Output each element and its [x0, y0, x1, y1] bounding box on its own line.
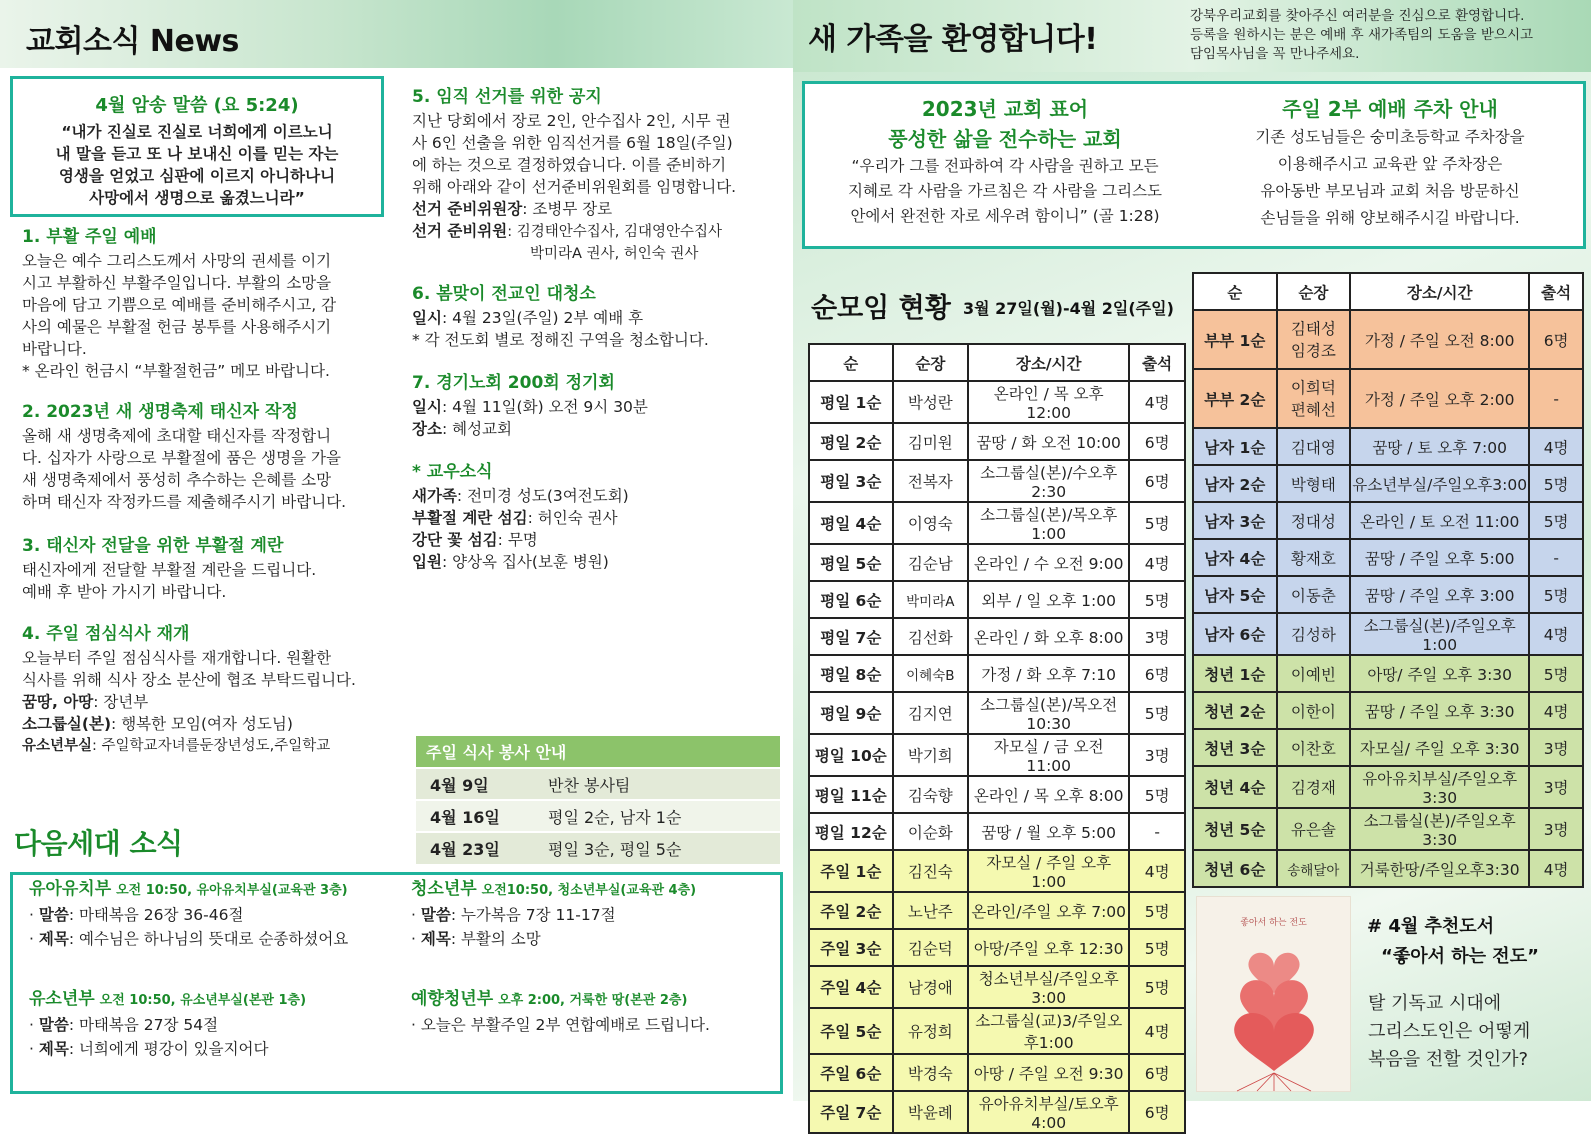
nextgen-group-kinder: 유아유치부 오전 10:50, 유아유치부실(교육관 3층) · 말씀: 마태복음 26장 36-46절 · 제목: 예수님은 하나님의 뜻대로 순종하셨어요: [29, 879, 349, 948]
table-row: 평일 11순 김숙향 온라인 / 목 오후 8:00 5명: [809, 776, 1185, 813]
table-row: 평일 7순 김선화 온라인 / 화 오후 8:00 3명: [809, 618, 1185, 655]
table-row: 청년 1순 이예빈 아땅/ 주일 오후 3:30 5명: [1193, 655, 1583, 692]
table-row: 주일 7순 박윤례 유아유치부실/토오후4:00 6명: [809, 1091, 1185, 1133]
church-motto: 2023년 교회 표어 풍성한 삶을 전수하는 교회 “우리가 그를 전파하여 각 사람을 권하고 모든 지혜로 각 사람을 가르침은 각 사람을 그리스도 안에서 완전한 자로 세우려 함이니” (골 1:28): [847, 97, 1163, 225]
table-row: 평일 1순 박성란 온라인 / 목 오후 12:00 4명: [809, 381, 1185, 423]
memory-verse-box: [10, 76, 384, 217]
table-row: 주일 6순 박경숙 아땅 / 주일 오전 9:30 6명: [809, 1054, 1185, 1091]
table-row: 주일 1순 김진숙 자모실 / 주일 오후 1:00 4명: [809, 850, 1185, 892]
news-section-7: 7. 경기노회 200회 정기회 일시: 4월 11일(화) 오전 9시 30분 장소: 혜성교회: [412, 373, 648, 438]
table-row: 평일 10순 박기희 자모실 / 금 오전 11:00 3명: [809, 734, 1185, 776]
meal-service-table: [416, 736, 780, 864]
parking-info: 주일 2부 예배 주차 안내 기존 성도님들은 숭미초등학교 주차장을 이용해주시고 교육관 앞 주차장은 유아동반 부모님과 교회 처음 방문하신 손님들을 위해 양보해주시길 바랍니다.: [1255, 97, 1525, 227]
table-row: 평일 9순 김지연 소그룹실(본)/목오전10:30 5명: [809, 692, 1185, 734]
table-row: 평일 8순 이혜숙B 가정 / 화 오후 7:10 6명: [809, 655, 1185, 692]
memory-verse-text: “내가 진실로 진실로 너희에게 이르노니 내 말을 듣고 또 나 보내신 이를 믿는 자는 영생을 얻었고 심판에 이르지 아니하나니 사망에서 생명으로 옮겼느니라”: [55, 123, 339, 207]
table-row: 남자 6순 김성하 소그룹실(본)/주일오후1:00 4명: [1193, 613, 1583, 655]
nextgen-group-children: 유소년부 오전 10:50, 유소년부실(본관 1층) · 말씀: 마태복음 27장 54절 · 제목: 너희에게 평강이 있을지어다: [29, 989, 307, 1058]
table-row: 4월 23일 평일 3순, 평일 5순: [416, 832, 780, 864]
table-row: 남자 1순 김대영 꿈땅 / 토 오후 7:00 4명: [1193, 428, 1583, 465]
nextgen-title: 다음세대 소식: [14, 827, 183, 860]
page-title-news: 교회소식 News: [26, 24, 239, 59]
news-section-1: 1. 부활 주일 예배 오늘은 예수 그리스도께서 사망의 권세를 이기 시고 부활하신 부활주일입니다. 부활의 소망을 마음에 담고 기쁨으로 예배를 준비해주시고, 감 사의 예물은 부활절 헌금 봉투를 사용해주시기 바랍니다. * 온라인 헌금시 “부활절헌금” 메모 바랍니다.: [22, 227, 337, 380]
memory-verse-heading: 4월 암송 말씀 (요 5:24): [95, 95, 299, 116]
table-row: 평일 12순 이순화 꿈땅 / 월 오후 5:00 -: [809, 813, 1185, 850]
table-row: 청년 4순 김경재 유아유치부실/주일오후3:30 3명: [1193, 766, 1583, 808]
nextgen-group-young-adults: 예향청년부 오후 2:00, 거룩한 땅(본관 2층) · 오늘은 부활주일 2부 연합예배로 드립니다.: [411, 989, 710, 1034]
small-group-title: 순모임 현황: [811, 293, 951, 324]
news-section-6: 6. 봄맞이 전교인 대청소 일시: 4월 23일(주일) 2부 예배 후 * 각 전도회 별로 정해진 구역을 청소합니다.: [412, 284, 709, 349]
table-row: 평일 2순 김미원 꿈땅 / 화 오전 10:00 6명: [809, 423, 1185, 460]
book-cover: 좋아서 하는 전도: [1196, 896, 1351, 1092]
small-group-table-2: 순 순장 장소/시간 출석 부부 1순 김태성 임경조 가정 / 주일 오전 8:00 6명 부부 2순 이희덕 편혜선 가정 / 주일 오후 2:00 - 남자 1순 김대영 꿈땅 / 토 오후 7:00 4명 남자 2순 박형태 유소년부실/주일오후3:00 5명 남자 3순 정대성 온라인 / 토 오전 11:00 5명 남자 4순 황재호 꿈땅 / 주일 오후 5:00 - 남자 5순 이동춘 꿈땅 / 주일 오후 3:00 5명 남자 6순 김성하 소그룹실(본)/주일오후1:00 4명 청년 1순 이예빈 아땅/ 주일 오후 3:30 5명 청년 2순 이한이 꿈땅 / 주일 오후 3:30 4명 청년 3순 이찬호 자모실/ 주일 오후 3:30 3명 청년 4순 김경재 유아유치부실/주일오후3:30 3명 청년 5순 유은솔 소그룹실(본)/주일오후3:30 3명 청년 6순 송해달아 거룩한땅/주일오후3:30 4명: [1192, 272, 1584, 888]
table-row: 청년 3순 이찬호 자모실/ 주일 오후 3:30 3명: [1193, 729, 1583, 766]
table-row: 청년 2순 이한이 꿈땅 / 주일 오후 3:30 4명: [1193, 692, 1583, 729]
table-row: 남자 3순 정대성 온라인 / 토 오전 11:00 5명: [1193, 502, 1583, 539]
page-title-welcome: 새 가족을 환영합니다!: [808, 22, 1098, 57]
table-row: 주일 3순 김순덕 아땅/주일 오후 12:30 5명: [809, 929, 1185, 966]
table-row: 부부 2순 이희덕 편혜선 가정 / 주일 오후 2:00 -: [1193, 369, 1583, 428]
nextgen-group-youth: 청소년부 오전10:50, 청소년부실(교육관 4층) · 말씀: 누가복음 7장 11-17절 · 제목: 부활의 소망: [411, 879, 697, 948]
news-section-5: 5. 임직 선거를 위한 공지 지난 당회에서 장로 2인, 안수집사 2인, 시무 권 사 6인 선출을 위한 임직선거를 6월 18일(주일) 에 하는 것으로 결정하였습니다. 이를 준비하기 위해 아래와 같이 선거준비위원회를 임명합니다. 선거 준비위원장: 조병무 장로 선거 준비위원: 김경태안수집사, 김대영안수집사 박미라A 권사, 허인숙 권사: [412, 87, 737, 262]
news-section-4: 4. 주일 점심식사 재개 오늘부터 주일 점심식사를 재개합니다. 원활한 식사를 위해 식사 장소 분산에 협조 부탁드립니다. 꿈땅, 아땅: 장년부 소그룹실(본): 행복한 모임(여자 성도님) 유소년부실: 주일학교자녀를둔장년성도,주일학교: [22, 624, 356, 754]
welcome-text: 강북우리교회를 찾아주신 여러분을 진심으로 환영합니다. 등록을 원하시는 분은 예배 후 새가족팀의 도움을 받으시고 담임목사님을 꼭 만나주세요.: [1190, 8, 1534, 62]
table-row: 평일 6순 박미라A 외부 / 일 오후 1:00 5명: [809, 581, 1185, 618]
news-section-2: 2. 2023년 새 생명축제 태신자 작정 올해 새 생명축제에 초대할 태신자를 작정합니 다. 십자가 사랑으로 부활절에 품은 생명을 가을 새 생명축제에서 풍성히 추수하는 은혜를 소망 하며 태신자 작정카드를 제출해주시기 바랍니다.: [22, 402, 347, 511]
nextgen-box: [10, 872, 783, 1094]
news-section-3: 3. 태신자 전달을 위한 부활절 계란 태신자에게 전달할 부활절 계란을 드립니다. 예배 후 받아 가시기 바랍니다.: [22, 536, 317, 601]
small-group-table-1: 순 순장 장소/시간 출석 평일 1순 박성란 온라인 / 목 오후 12:00 4명 평일 2순 김미원 꿈땅 / 화 오전 10:00 6명 평일 3순 전복자 소그룹실(본)/수오후2:30 6명 평일 4순 이영숙 소그룹실(본)/목오후1:00 5명 평일 5순 김순남 온라인 / 수 오전 9:00 4명 평일 6순 박미라A 외부 / 일 오후 1:00 5명 평일 7순 김선화 온라인 / 화 오후 8:00 3명 평일 8순 이혜숙B 가정 / 화 오후 7:10 6명 평일 9순 김지연 소그룹실(본)/목오전10:30 5명 평일 10순 박기희 자모실 / 금 오전 11:00 3명 평일 11순 김숙향 온라인 / 목 오후 8:00 5명 평일 12순 이순화 꿈땅 / 월 오후 5:00 - 주일 1순 김진숙 자모실 / 주일 오후 1:00 4명 주일 2순 노난주 온라인/주일 오후 7:00 5명 주일 3순 김순덕 아땅/주일 오후 12:30 5명 주일 4순 남경애 청소년부실/주일오후3:00 5명 주일 5순 유정희 소그룹실(교)3/주일오후1:00 4명 주일 6순 박경숙 아땅 / 주일 오전 9:30 6명 주일 7순 박윤례 유아유치부실/토오후4:00 6명: [808, 343, 1186, 1134]
recommended-book-desc: 탈 기독교 시대에 그리스도인은 어떻게 복음을 전할 것인가?: [1368, 993, 1531, 1070]
table-row: 주일 4순 남경애 청소년부실/주일오후3:00 5명: [809, 966, 1185, 1008]
motto-parking-box: [802, 81, 1586, 249]
news-section-members: * 교우소식 새가족: 전미경 성도(3여전도회) 부활절 계란 섬김: 허인숙 권사 강단 꽃 섬김: 무명 입원: 양상옥 집사(보훈 병원): [412, 462, 629, 571]
table-row: 주일 5순 유정희 소그룹실(교)3/주일오후1:00 4명: [809, 1008, 1185, 1054]
recommended-book-title: # 4월 추천도서 “좋아서 하는 전도”: [1367, 916, 1539, 967]
table-row: 평일 5순 김순남 온라인 / 수 오전 9:00 4명: [809, 544, 1185, 581]
table-row: 주일 2순 노난주 온라인/주일 오후 7:00 5명: [809, 892, 1185, 929]
table-row: 평일 4순 이영숙 소그룹실(본)/목오후1:00 5명: [809, 502, 1185, 544]
table-row: 남자 2순 박형태 유소년부실/주일오후3:00 5명: [1193, 465, 1583, 502]
table-row: 4월 16일 평일 2순, 남자 1순: [416, 800, 780, 832]
table-row: 남자 5순 이동춘 꿈땅 / 주일 오후 3:00 5명: [1193, 576, 1583, 613]
table-row: 부부 1순 김태성 임경조 가정 / 주일 오전 8:00 6명: [1193, 310, 1583, 369]
table-row: 평일 3순 전복자 소그룹실(본)/수오후2:30 6명: [809, 460, 1185, 502]
table-row: 4월 9일 반찬 봉사팀: [416, 768, 780, 800]
meal-service-header: 주일 식사 봉사 안내: [416, 736, 780, 768]
small-group-date: 3월 27일(월)-4월 2일(주일): [963, 299, 1174, 318]
heart-icon: [1197, 897, 1352, 1093]
table-row: 청년 5순 유은솔 소그룹실(본)/주일오후3:30 3명: [1193, 808, 1583, 850]
table-row: 남자 4순 황재호 꿈땅 / 주일 오후 5:00 -: [1193, 539, 1583, 576]
table-row: 청년 6순 송해달아 거룩한땅/주일오후3:30 4명: [1193, 850, 1583, 887]
